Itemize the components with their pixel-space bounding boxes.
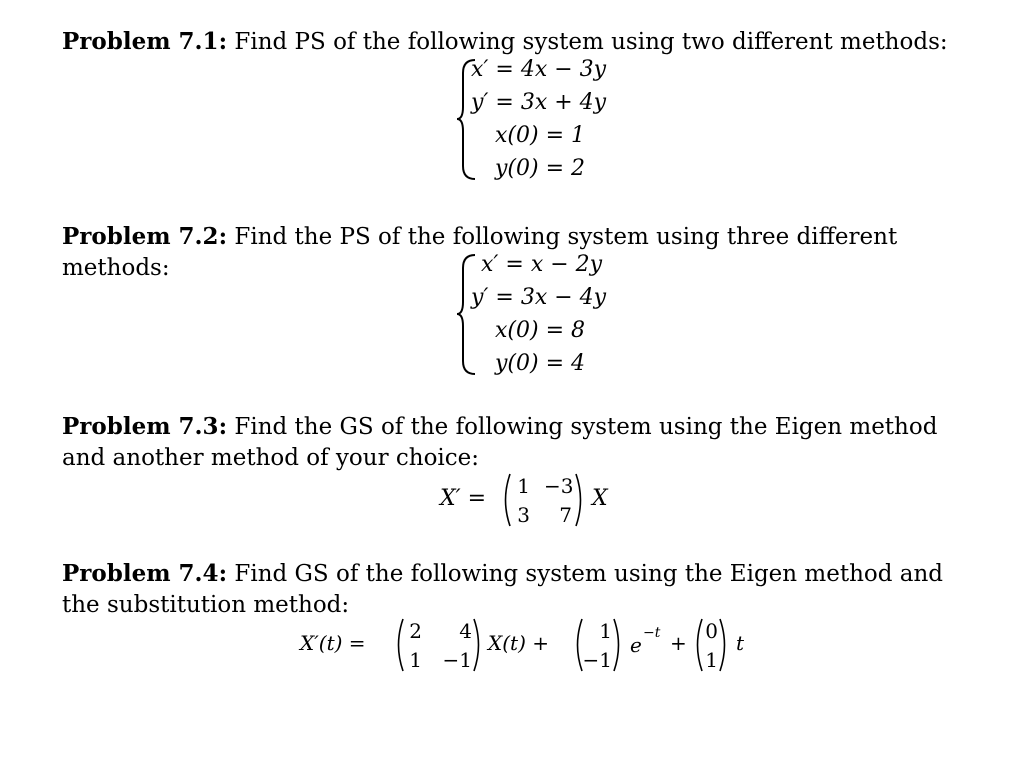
problem-text: Find the GS of the following system using the Eigen method and another method of your choice: — [62, 414, 938, 471]
vector-cell: −1 — [582, 648, 612, 672]
matrix-cell: −3 — [544, 474, 574, 498]
exponential-base: e — [630, 633, 642, 657]
equation-2: y′ = 3x − 4y — [471, 285, 607, 310]
vector-cell: 1 — [705, 648, 718, 672]
initial-condition-x: x(0) = 1 — [495, 123, 585, 148]
left-brace-icon — [455, 252, 479, 377]
tail-term: t — [736, 631, 745, 655]
matrix-cell: 1 — [409, 648, 422, 672]
matrix-equation-7-4 — [300, 617, 780, 677]
vector-cell: 0 — [705, 619, 718, 643]
equation-1: x′ = x − 2y — [481, 252, 603, 277]
problem-text: Find the PS of the following system using three different methods: — [62, 224, 898, 281]
matrix-cell: 3 — [517, 503, 530, 527]
plus-sign: + — [670, 631, 687, 655]
matrix-equation-7-3 — [440, 472, 640, 532]
right-paren-icon — [574, 472, 586, 528]
matrix-cell: 1 — [517, 474, 530, 498]
problem-label: Problem 7.1: — [62, 28, 228, 55]
rhs: X — [592, 486, 608, 511]
right-paren-icon — [612, 617, 624, 673]
initial-condition-y: y(0) = 4 — [495, 351, 586, 376]
equation-system-7-2 — [455, 252, 675, 377]
exponent: −t — [643, 625, 661, 641]
problem-label: Problem 7.4: — [62, 560, 228, 587]
equation-system-7-1 — [455, 57, 675, 182]
matrix-cell: −1 — [442, 648, 472, 672]
initial-condition-y: y(0) = 2 — [495, 156, 586, 181]
vector-cell: 1 — [599, 619, 612, 643]
equation-2: y′ = 3x + 4y — [471, 90, 607, 115]
lhs: X′(t) = — [300, 631, 366, 655]
matrix-cell: 4 — [459, 619, 472, 643]
right-paren-icon — [472, 617, 484, 673]
problem-7-3 — [62, 411, 962, 474]
problem-text: Find GS of the following system using the Eigen method and the substitution method: — [62, 561, 944, 618]
problem-label: Problem 7.2: — [62, 223, 228, 250]
equation-1: x′ = 4x − 3y — [471, 57, 607, 82]
problem-text: Find PS of the following system using two different methods: — [227, 29, 948, 55]
matrix-cell: 2 — [409, 619, 422, 643]
matrix-cell: 7 — [559, 503, 572, 527]
problem-7-4 — [62, 558, 962, 621]
initial-condition-x: x(0) = 8 — [495, 318, 585, 343]
problem-7-1 — [62, 26, 962, 58]
right-paren-icon — [718, 617, 730, 673]
problem-label: Problem 7.3: — [62, 413, 228, 440]
lhs: X′ = — [440, 486, 487, 511]
mid-term: X(t) + — [488, 631, 549, 655]
